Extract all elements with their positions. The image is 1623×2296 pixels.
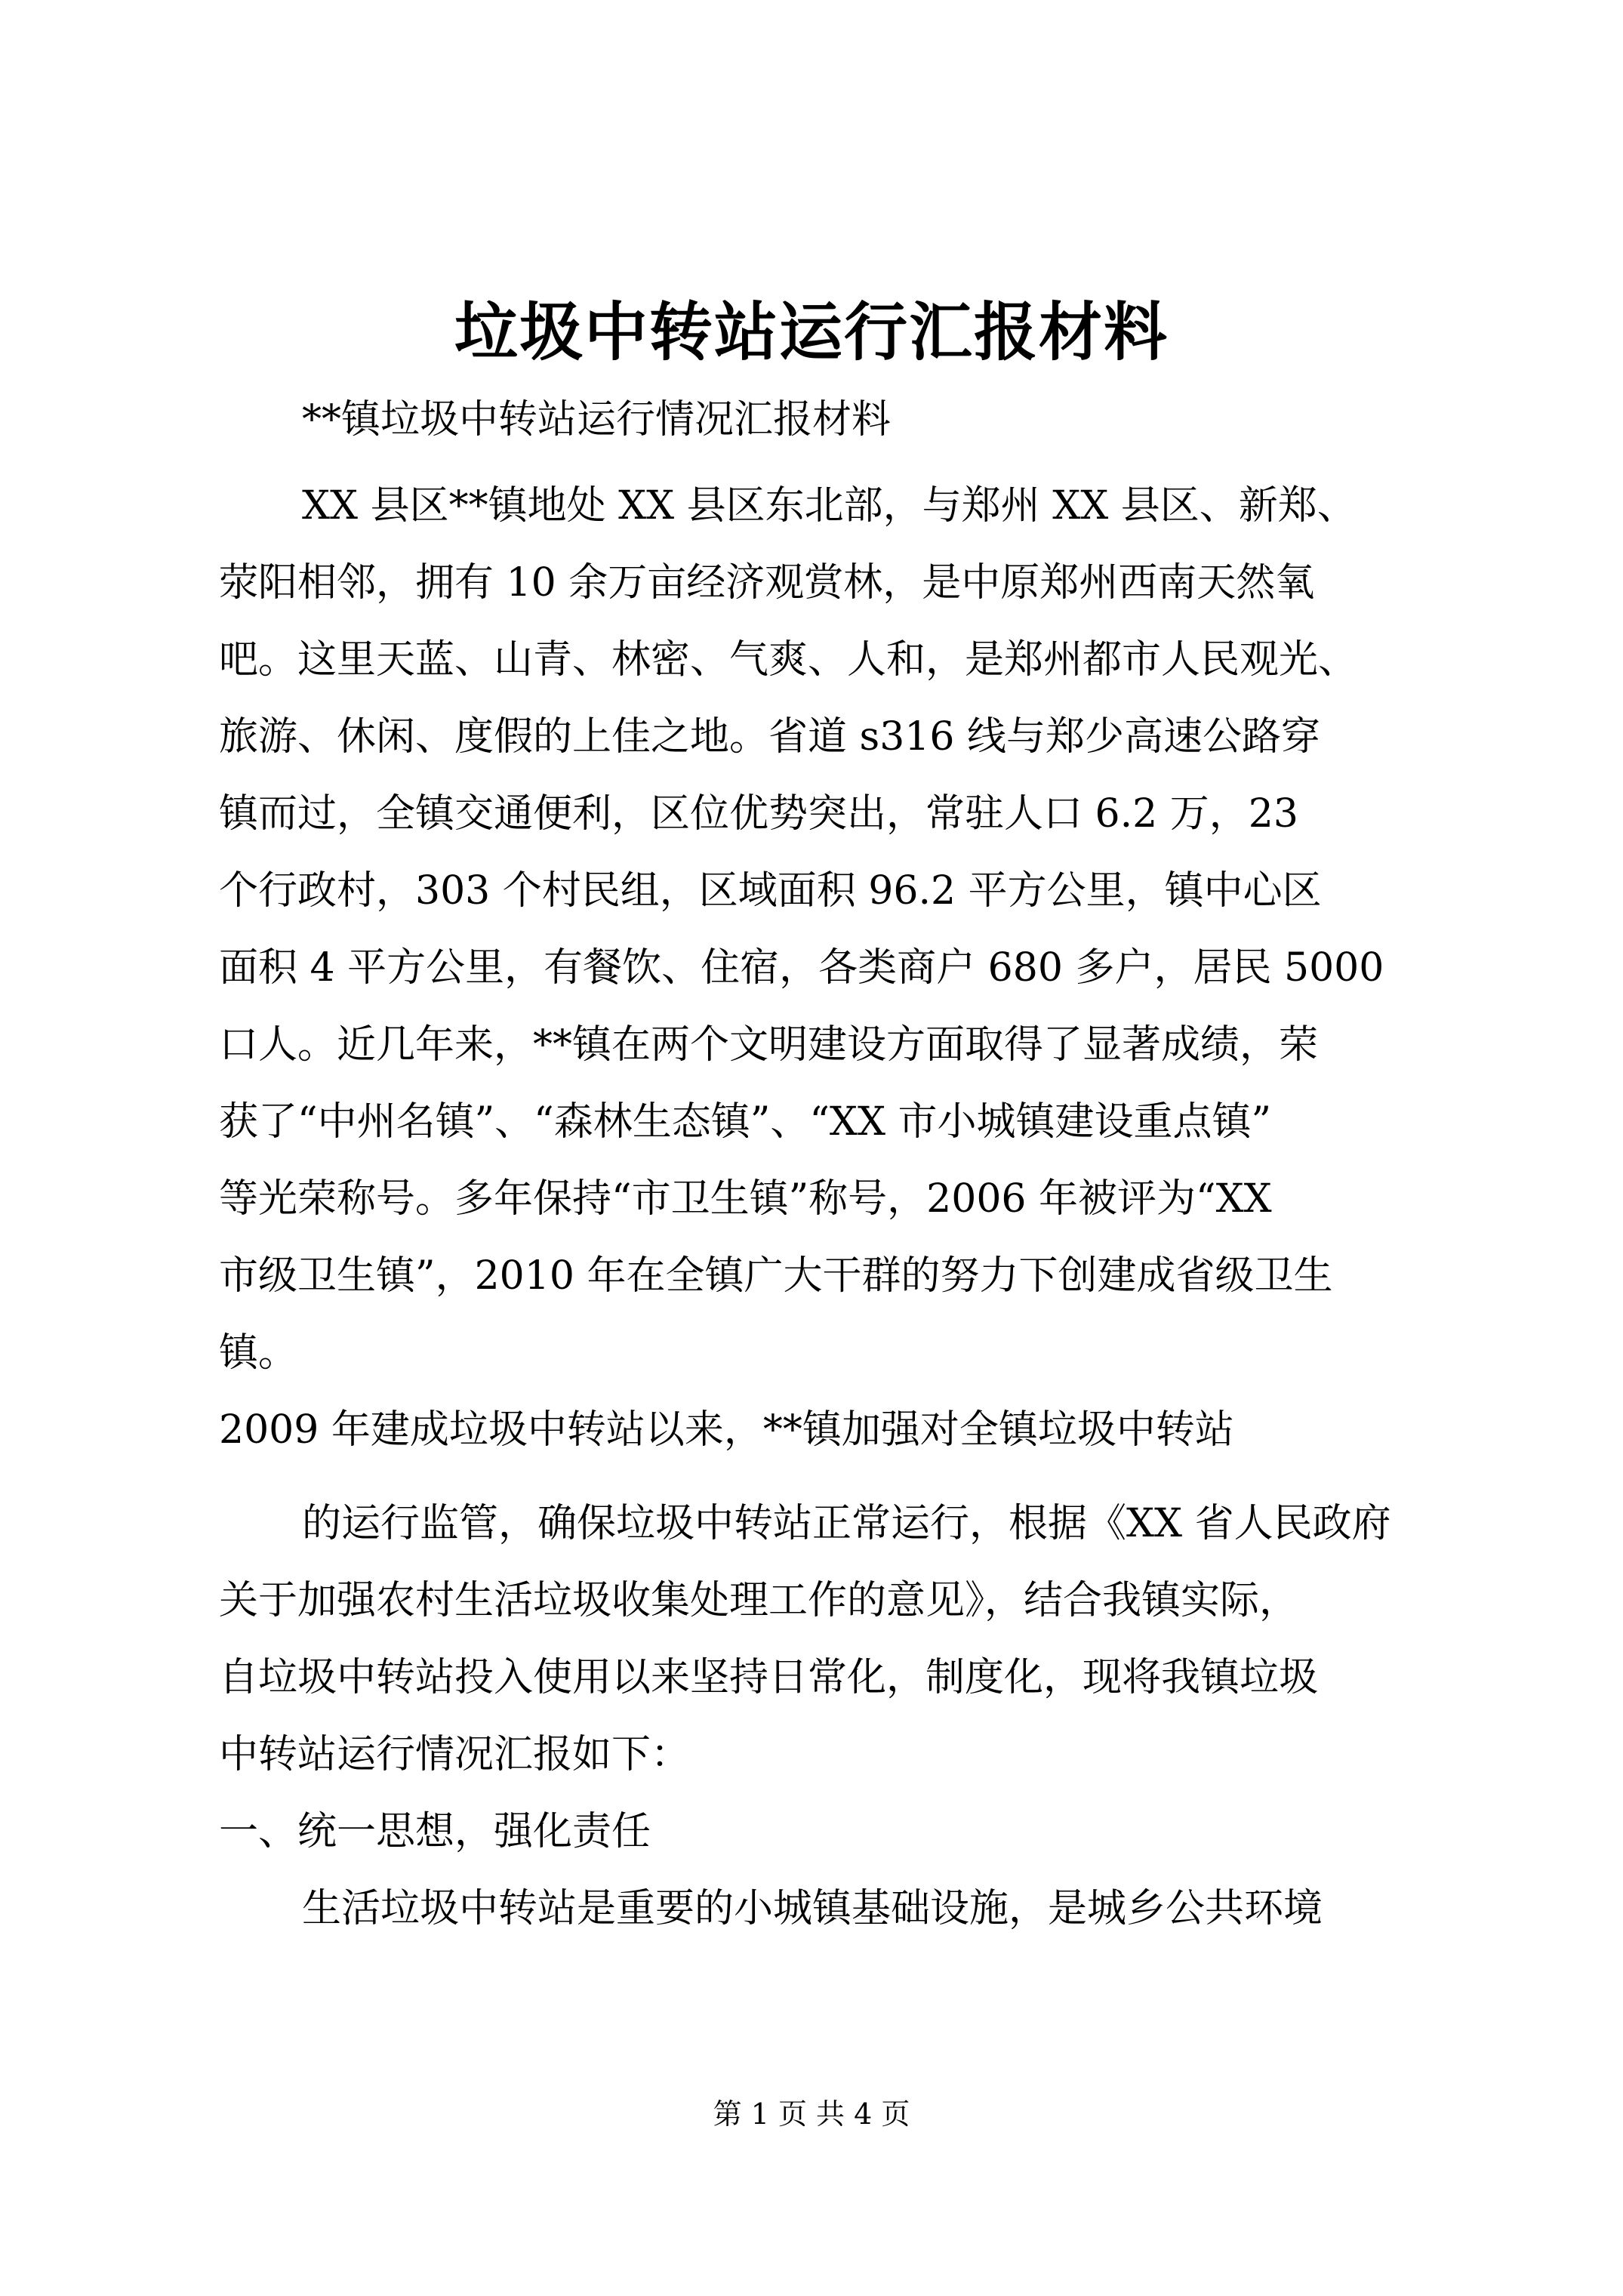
body-line: 口人。近几年来，**镇在两个文明建设方面取得了显著成绩，荣 [219, 1022, 1319, 1068]
section-heading: 生活垃圾中转站是重要的小城镇基础设施，是城乡公共环境 [302, 1886, 1323, 1931]
body-line: 个行政村，303 个村民组，区域面积 96.2 平方公里，镇中心区 [219, 868, 1322, 914]
body-line: 中转站运行情况汇报如下： [219, 1732, 691, 1777]
page-footer: 第 1 页 共 4 页 [713, 2097, 910, 2131]
body-line: XX 县区**镇地处 XX 县区东北部，与郑州 XX 县区、新郑、 [302, 483, 1357, 529]
body-line: 自垃圾中转站投入使用以来坚持日常化，制度化，现将我镇垃圾 [219, 1655, 1319, 1700]
document-title: 垃圾中转站运行汇报材料 [454, 294, 1169, 369]
body-line: 镇。 [219, 1330, 298, 1376]
body-line: 市级卫生镇”，2010 年在全镇广大干群的努力下创建成省级卫生 [219, 1253, 1333, 1299]
body-line: 荥阳相邻，拥有 10 余万亩经济观赏林，是中原郑州西南天然氧 [219, 560, 1315, 606]
body-line: 面积 4 平方公里，有餐饮、住宿，各类商户 680 多户，居民 5000 [219, 945, 1384, 991]
body-line: 2009 年建成垃圾中转站以来，**镇加强对全镇垃圾中转站 [219, 1407, 1234, 1453]
body-line: 吧。这里天蓝、山青、林密、气爽、人和，是郑州都市人民观光、 [219, 637, 1358, 683]
body-line: 一、统一思想，强化责任 [219, 1809, 651, 1854]
body-line: 等光荣称号。多年保持“市卫生镇”称号，2006 年被评为“XX [219, 1176, 1272, 1222]
body-line: 镇而过，全镇交通便利，区位优势突出，常驻人口 6.2 万，23 [219, 791, 1298, 837]
body-line: 的运行监管，确保垃圾中转站正常运行，根据《XX 省人民政府 [302, 1501, 1391, 1546]
body-line: 旅游、休闲、度假的上佳之地。省道 s316 线与郑少高速公路穿 [219, 714, 1320, 760]
body-line: 关于加强农村生活垃圾收集处理工作的意见》，结合我镇实际， [219, 1578, 1299, 1623]
subtitle-line: **镇垃圾中转站运行情况汇报材料 [302, 397, 892, 442]
body-line: 获了“中州名镇”、“森林生态镇”、“XX 市小城镇建设重点镇” [219, 1099, 1272, 1145]
